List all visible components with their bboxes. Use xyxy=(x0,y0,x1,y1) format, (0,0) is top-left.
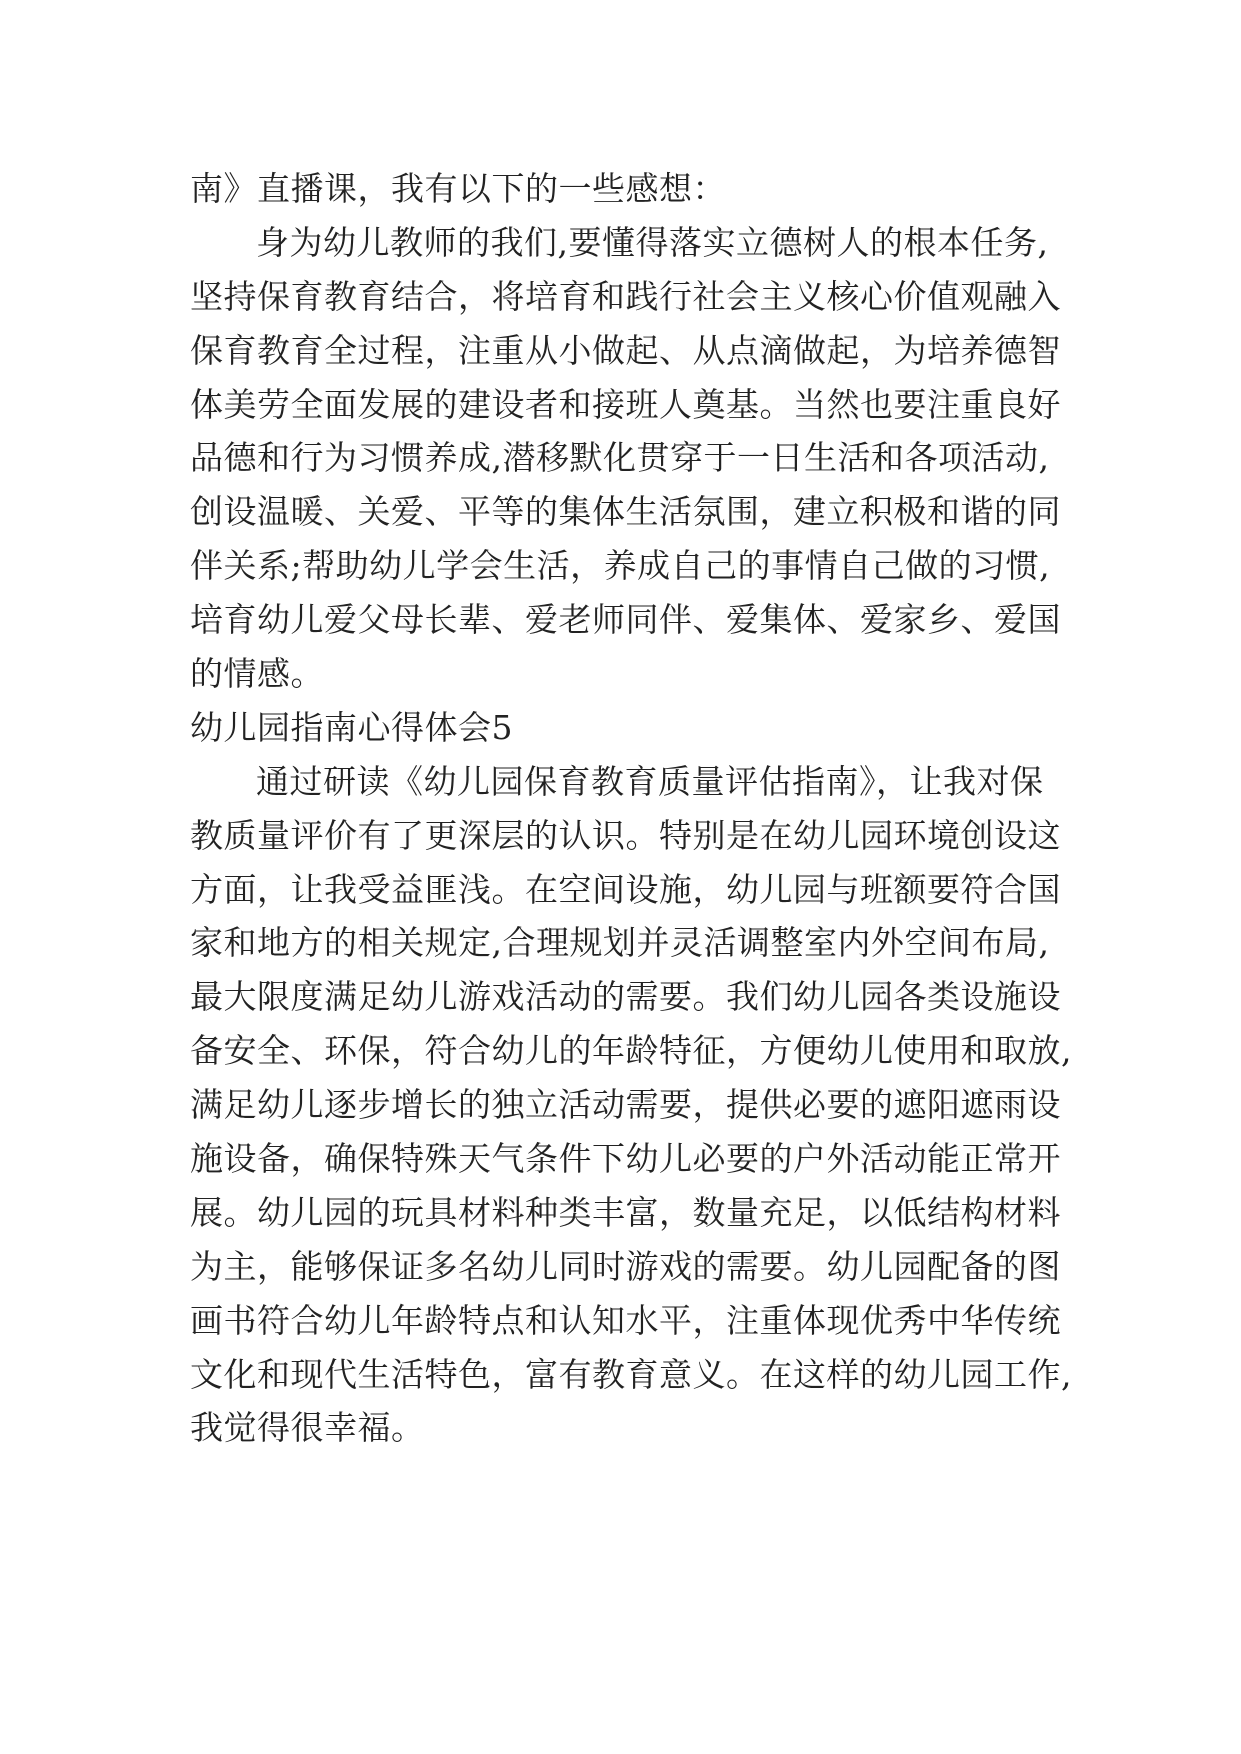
text-line: 体美劳全面发展的建设者和接班人奠基。当然也要注重良好 xyxy=(190,384,1061,424)
text-line: 保育教育全过程，注重从小做起、从点滴做起，为培养德智 xyxy=(190,330,1061,370)
text-line: 创设温暖、关爱、平等的集体生活氛围，建立积极和谐的同 xyxy=(190,492,1061,532)
section-heading: 幼儿园指南心得体会5 xyxy=(190,707,513,747)
text-line: 品德和行为习惯养成,潜移默化贯穿于一日生活和各项活动, xyxy=(190,438,1050,478)
text-line: 画书符合幼儿年龄特点和认知水平，注重体现优秀中华传统 xyxy=(190,1300,1061,1340)
text-line: 为主，能够保证多名幼儿同时游戏的需要。幼儿园配备的图 xyxy=(190,1246,1061,1286)
text-line: 施设备，确保特殊天气条件下幼儿必要的户外活动能正常开 xyxy=(190,1139,1061,1179)
text-line: 展。幼儿园的玩具材料种类丰富，数量充足，以低结构材料 xyxy=(190,1192,1061,1232)
text-line: 的情感。 xyxy=(190,654,324,694)
paragraph-first-line: 通过研读《幼儿园保育教育质量评估指南》，让我对保 xyxy=(256,761,1044,801)
text-line: 教质量评价有了更深层的认识。特别是在幼儿园环境创设这 xyxy=(190,815,1061,855)
text-line: 备安全、环保，符合幼儿的年龄特征，方便幼儿使用和取放, xyxy=(190,1031,1072,1071)
text-line: 坚持保育教育结合，将培育和践行社会主义核心价值观融入 xyxy=(190,276,1061,316)
text-line: 家和地方的相关规定,合理规划并灵活调整室内外空间布局, xyxy=(190,923,1050,963)
text-line: 方面，让我受益匪浅。在空间设施，幼儿园与班额要符合国 xyxy=(190,869,1061,909)
text-line: 最大限度满足幼儿游戏活动的需要。我们幼儿园各类设施设 xyxy=(190,977,1061,1017)
document-body xyxy=(190,162,1090,1455)
paragraph-first-line: 身为幼儿教师的我们,要懂得落实立德树人的根本任务, xyxy=(256,222,1049,262)
text-line: 文化和现代生活特色，富有教育意义。在这样的幼儿园工作, xyxy=(190,1354,1072,1394)
text-line: 满足幼儿逐步增长的独立活动需要，提供必要的遮阳遮雨设 xyxy=(190,1085,1061,1125)
text-line: 培育幼儿爱父母长辈、爱老师同伴、爱集体、爱家乡、爱国 xyxy=(190,600,1061,640)
text-line: 我觉得很幸福。 xyxy=(190,1408,425,1448)
text-line: 伴关系;帮助幼儿学会生活，养成自己的事情自己做的习惯, xyxy=(190,546,1051,586)
text-line: 南》直播课，我有以下的一些感想： xyxy=(190,169,726,208)
